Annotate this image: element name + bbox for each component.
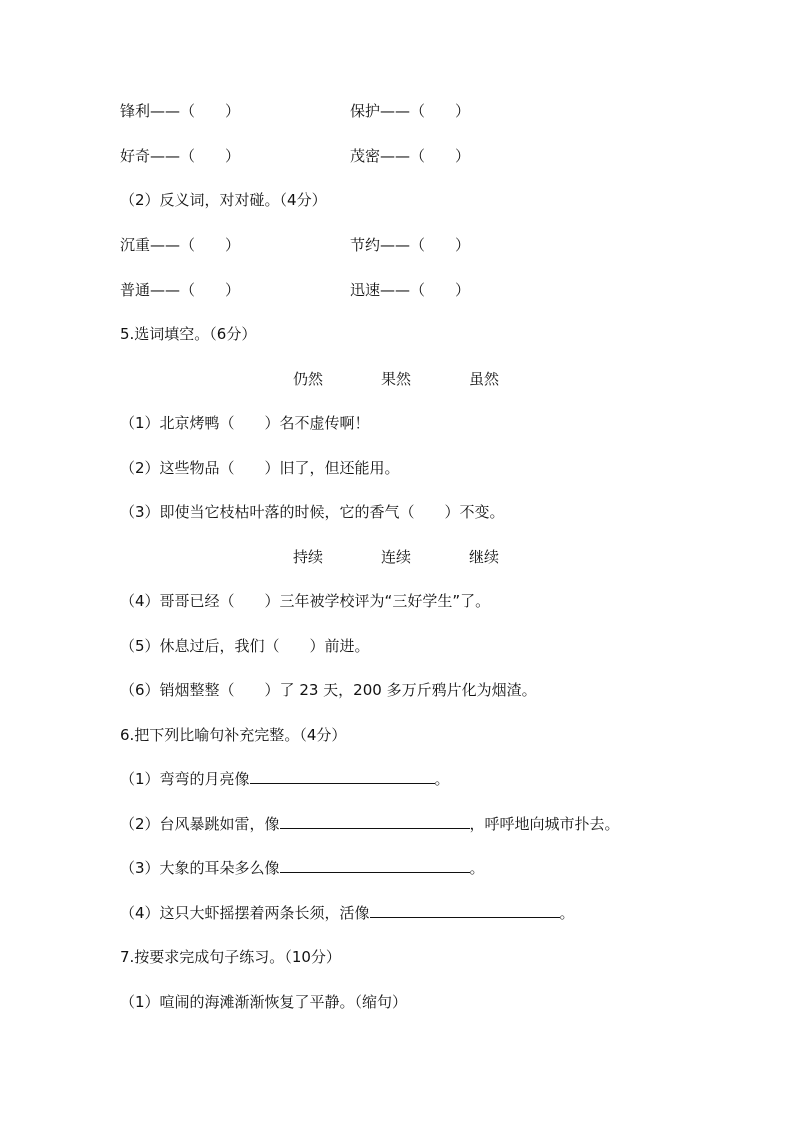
synonym-item: 茂密——（ ） [350, 147, 471, 165]
simile-text: （4）这只大虾摇摆着两条长须，活像 [120, 904, 370, 922]
simile-text: （2）台风暴跳如雷，像 [120, 815, 280, 833]
synonym-item: 保护——（ ） [350, 102, 471, 120]
simile-text: ，呼呼地向城市扑去。 [469, 815, 620, 833]
question-5-item: （6）销烟整整（ ）了 23 天，200 多万斤鸦片化为烟渣。 [120, 681, 537, 699]
question-7-item: （1）喧闹的海滩渐渐恢复了平静。（缩句） [120, 993, 408, 1011]
antonym-item: 普通——（ ） [120, 281, 241, 299]
antonym-item: 节约——（ ） [350, 236, 471, 254]
word-choice: 虽然 [469, 370, 500, 388]
word-choice: 继续 [469, 548, 500, 566]
word-choice: 连续 [381, 548, 412, 566]
simile-item [120, 903, 575, 923]
question-5-item: （2）这些物品（ ）旧了，但还能用。 [120, 459, 400, 477]
simile-text: （3）大象的耳朵多么像 [120, 859, 280, 877]
question-7-heading: 7.按要求完成句子练习。（10分） [120, 948, 341, 966]
question-5-heading: 5.选词填空。（6分） [120, 325, 257, 343]
synonym-item: 好奇——（ ） [120, 147, 241, 165]
question-6-heading: 6.把下列比喻句补充完整。（4分） [120, 726, 347, 744]
antonym-item: 沉重——（ ） [120, 236, 241, 254]
word-choice: 持续 [293, 548, 324, 566]
antonyms-heading: （2）反义词，对对碰。（4分） [120, 191, 327, 209]
answer-blank[interactable] [280, 814, 470, 829]
simile-text: 。 [559, 904, 575, 922]
word-choice: 果然 [381, 370, 412, 388]
simile-item [120, 814, 620, 834]
simile-item [120, 858, 485, 878]
answer-blank[interactable] [280, 858, 470, 873]
question-5-item: （1）北京烤鸭（ ）名不虚传啊！ [120, 414, 370, 432]
answer-blank[interactable] [370, 903, 560, 918]
answer-blank[interactable] [250, 769, 435, 784]
question-5-item: （4）哥哥已经（ ）三年被学校评为“三好学生”了。 [120, 592, 491, 610]
simile-text: 。 [434, 770, 450, 788]
antonym-item: 迅速——（ ） [350, 281, 471, 299]
word-choice: 仍然 [293, 370, 324, 388]
question-5-item: （5）休息过后，我们（ ）前进。 [120, 637, 370, 655]
synonym-item: 锋利——（ ） [120, 102, 241, 120]
simile-text: （1）弯弯的月亮像 [120, 770, 250, 788]
question-5-item: （3）即使当它枝枯叶落的时候，它的香气（ ）不变。 [120, 503, 505, 521]
simile-item [120, 769, 450, 789]
simile-text: 。 [469, 859, 485, 877]
